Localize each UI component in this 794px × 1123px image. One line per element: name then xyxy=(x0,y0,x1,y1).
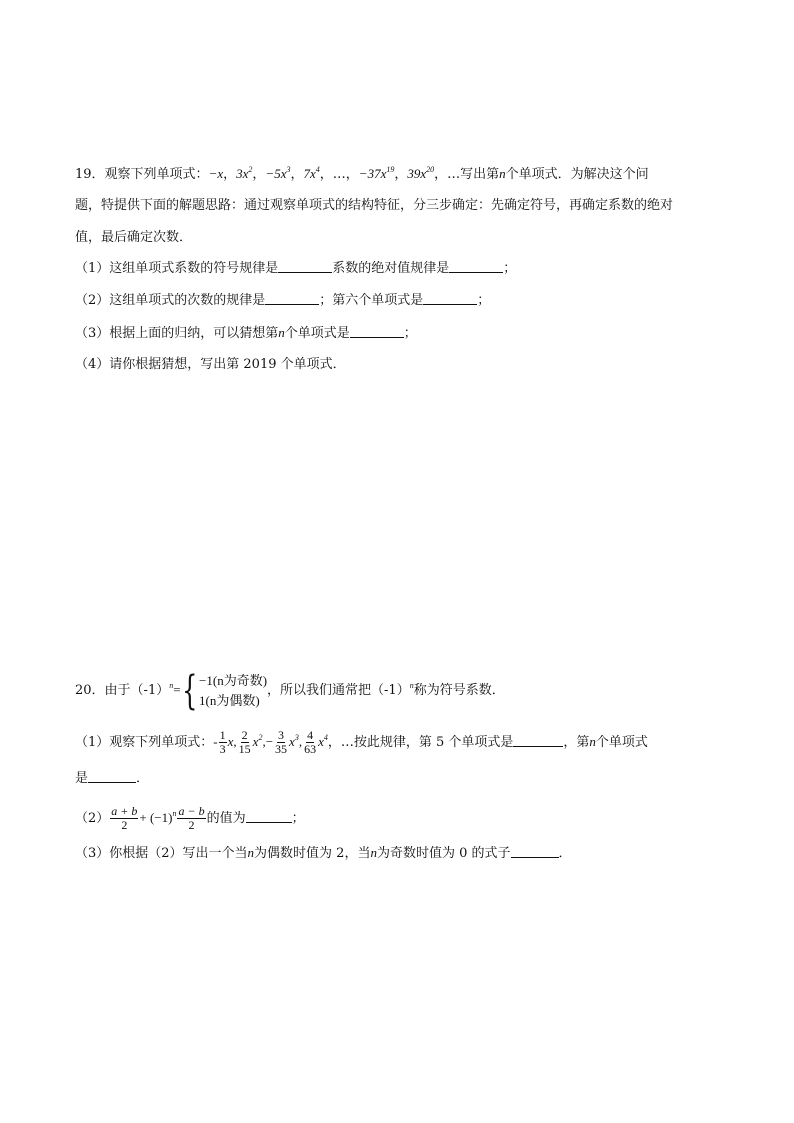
q19-line-1: 19．观察下列单项式：−x，$3x^2$，$-5x^3$，$7x^4$，…，$-37x^{19}$，$39x^{20}$，…写出第n个单项式．为解决这个问 xyxy=(75,165,649,182)
q20-part-1: （1）观察下列单项式：- $\frac{1}{3}$ x, $\frac{2}{15}$ $x^2,-$ $\frac{3}{35}$ $x^3$, $\frac{4}{63}$ $x^4$，…按此规律，第 5 个单项式是 ，第n个单项式 xyxy=(75,728,648,756)
q19-line-2: 题，特提供下面的解题思路：通过观察单项式的结构特征，分三步确定：先确定符号，再确定系数的绝对 xyxy=(75,198,674,213)
answer-blank[interactable] xyxy=(265,292,319,305)
q19-term-4: $7x^4$ xyxy=(303,165,320,181)
case-even: 1(n为偶数) xyxy=(199,692,260,708)
answer-blank[interactable] xyxy=(246,810,292,823)
q20-number: 20． xyxy=(75,683,105,698)
q19-var-n: n xyxy=(278,325,285,340)
q19-part-1: （1）这组单项式系数的符号规律是 系数的绝对值规律是 ； xyxy=(75,261,517,276)
fraction: $\frac{a + b}{2}$ xyxy=(111,804,138,832)
piecewise-definition xyxy=(181,667,268,714)
fraction: $\frac{a - b}{2}$ xyxy=(178,804,205,832)
case-odd: −1(n为奇数) xyxy=(199,672,268,688)
answer-blank[interactable] xyxy=(423,292,477,305)
q19-part-3: （3）根据上面的归纳，可以猜想第n个单项式是 ； xyxy=(75,325,417,341)
q20-part-3: （3）你根据（2）写出一个当n为偶数时值为 2，当n为奇数时值为 0 的式子 ． xyxy=(75,845,572,861)
q19-term-6: $39x^{20}$ xyxy=(407,165,435,181)
q20-line-1: 20．由于$(-1)^n=$ { −1(n为奇数) 1(n为偶数) ，所以我们通常把$(-1)^n$称为符号系数． xyxy=(75,667,505,714)
q19-intro: 观察下列单项式： xyxy=(104,167,209,182)
answer-blank[interactable] xyxy=(511,845,559,858)
answer-blank[interactable] xyxy=(350,325,404,338)
q19-line-3: 值，最后确定次数． xyxy=(75,230,193,245)
fraction: $\frac{2}{15}$ xyxy=(238,728,251,756)
q19-part-2: （2）这组单项式的次数的规律是 ；第六个单项式是 ； xyxy=(75,293,491,308)
answer-blank[interactable] xyxy=(449,260,503,273)
q20-part-2: （2） $\frac{a + b}{2}$ + $(-1)^n$ $\frac{a - b}{2}$ 的值为 ； xyxy=(75,804,305,832)
fraction: $\frac{3}{35}$ xyxy=(275,728,288,756)
q19-term-3: $-5x^3$ xyxy=(265,165,291,181)
q19-term-1: −x xyxy=(208,166,224,181)
answer-blank[interactable] xyxy=(88,770,136,783)
q19-ellipsis: … xyxy=(332,167,346,182)
q19-var-n: n xyxy=(499,166,506,181)
answer-blank[interactable] xyxy=(278,260,332,273)
q19-term-5: $-37x^{19}$ xyxy=(358,165,395,181)
q20-part-1-continued: 是 ． xyxy=(75,771,150,786)
answer-blank[interactable] xyxy=(513,734,563,747)
left-brace-icon: { xyxy=(181,667,197,714)
q19-part-4: （4）请你根据猜想，写出第 2019 个单项式． xyxy=(75,357,346,372)
fraction: $\frac{1}{3}$ xyxy=(219,728,226,756)
q19-term-2: $3x^2$ xyxy=(236,165,253,181)
q19-number: 19． xyxy=(75,167,105,182)
fraction: $\frac{4}{63}$ xyxy=(304,728,317,756)
